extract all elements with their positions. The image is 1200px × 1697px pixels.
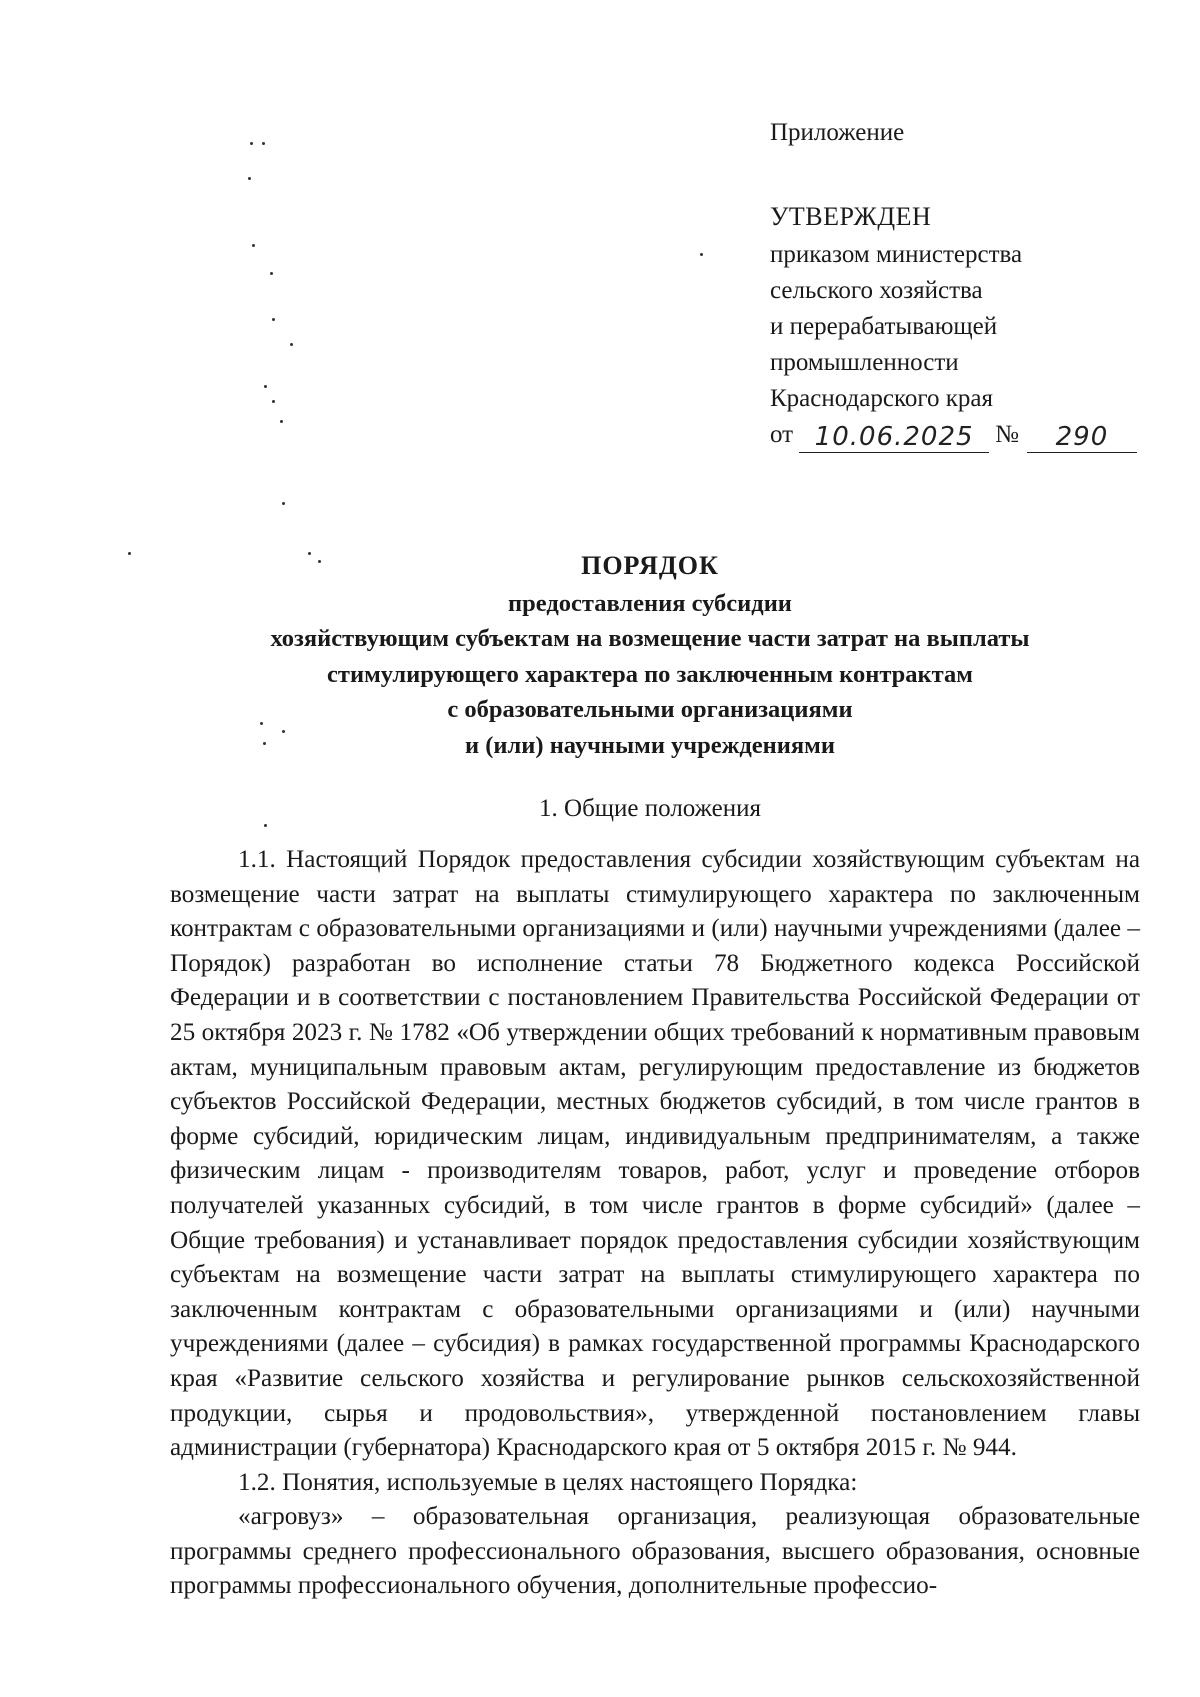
order-date-number-line <box>770 417 1150 453</box>
title-line: с образовательными организациями <box>447 696 853 723</box>
paragraph-definition: «агровуз» – образовательная организация, реализующая образовательные программы среднего профессионального образования, высшего образования, основные программы профессионального обучения, дополнительные профессио- <box>170 1503 1140 1600</box>
approval-line: сельского хозяйства <box>770 277 983 304</box>
section-heading: 1. Общие положения <box>539 795 761 822</box>
approval-line: промышленности <box>770 349 959 376</box>
scan-speck <box>248 177 251 180</box>
scan-speck <box>252 244 255 247</box>
scan-speck <box>280 420 283 423</box>
approval-block <box>770 115 1150 453</box>
document-title <box>150 548 1150 763</box>
title-main: ПОРЯДОК <box>581 551 719 580</box>
paragraph-1-2: 1.2. Понятия, используемые в целях настоящего Порядка: <box>238 1468 858 1496</box>
scan-speck <box>270 272 273 275</box>
scan-speck <box>250 142 253 145</box>
scan-speck <box>318 560 321 563</box>
paragraph-1-1: 1.1. Настоящий Порядок предоставления субсидии хозяйствующим субъектам на возмещение части затрат на выплаты стимулирующего характера по заключенным контрактам с образовательными организациями и (или) научными учреждениями (далее – Порядок) разработан во исполнение статьи 78 Бюджетного кодекса Российской Федерации и в соответствии с постановлением Правительства Российской Федерации от 25 октября 2023 г. № 1782 «Об утверждении общих требований к нормативным правовым актам, муниципальным правовым актам, регулирующим предоставление из бюджетов субъектов Российской Федерации, местных бюджетов субсидий, в том числе грантов в форме субсидий, юридическим лицам, индивидуальным предпринимателям, а также физическим лицам - производителям товаров, работ, услуг и проведение отборов получателей указанных субсидий, в том числе грантов в форме субсидий» (далее – Общие требования) и устанавливает порядок предоставления субсидии хозяйствующим субъектам на возмещение части затрат на выплаты стимулирующего характера по заключенным контрактам с образовательными организациями и (или) научными учреждениями (далее – субсидия) в рамках государственной программы Краснодарского края «Развитие сельского хозяйства и регулирование рынков сельскохозяйственной продукции, сырья и продовольствия», утвержденной постановлением главы администрации (губернатора) Краснодарского края от 5 октября 2015 г. № 944. <box>170 846 1140 1462</box>
date-prefix: от <box>770 421 794 448</box>
scan-speck <box>128 552 131 555</box>
appendix-label: Приложение <box>770 119 905 146</box>
approval-line: Краснодарского края <box>770 385 993 412</box>
scan-speck <box>272 318 275 321</box>
body-text <box>170 843 1140 1604</box>
scan-speck <box>282 730 285 733</box>
scan-speck <box>282 502 285 505</box>
scan-speck <box>272 400 275 403</box>
approved-heading: УТВЕРЖДЕН <box>770 202 932 231</box>
scan-speck <box>264 385 267 388</box>
scan-speck <box>290 343 293 346</box>
scan-speck <box>264 824 267 827</box>
number-sign: № <box>995 421 1019 448</box>
scan-speck <box>262 142 265 145</box>
title-line: стимулирующего характера по заключенным контрактам <box>327 660 973 688</box>
approval-line: приказом министерства <box>770 241 1023 268</box>
title-line: и (или) научными учреждениями <box>465 731 835 759</box>
title-line: предоставления субсидии <box>508 589 792 617</box>
handwritten-number: 290 <box>1027 422 1137 453</box>
approval-line: и перерабатывающей <box>770 313 998 340</box>
handwritten-date: 10.06.2025 <box>799 422 989 453</box>
title-line: хозяйствующим субъектам на возмещение части затрат на выплаты <box>270 625 1030 652</box>
scan-speck <box>700 253 703 256</box>
scan-speck <box>260 722 263 725</box>
scan-speck <box>263 742 266 745</box>
scan-speck <box>308 552 311 555</box>
